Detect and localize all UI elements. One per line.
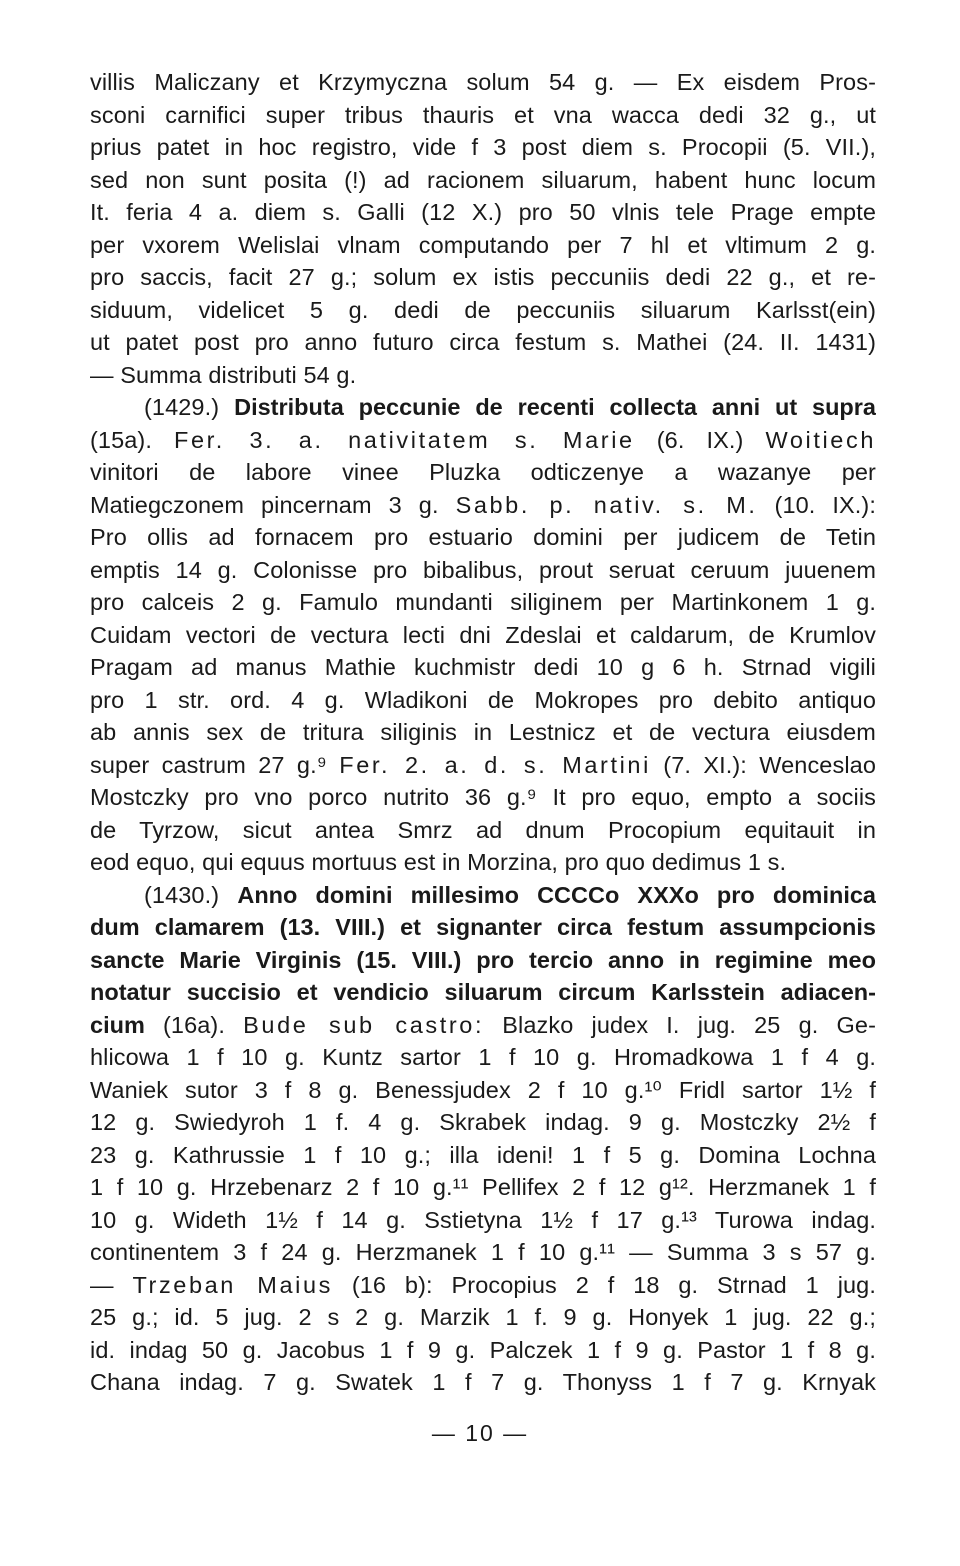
text-line — [90, 749, 876, 782]
text-line: pro calceis 2 g. Famulo mundanti siliginem per Martinkonem 1 g. — [90, 589, 876, 615]
text-line: pro 1 str. ord. 4 g. Wladikoni de Mokropes pro debito antiquo — [90, 686, 876, 713]
text-line: villis Maliczany et Krzymyczna solum 54 g. — Ex eisdem Pros- — [90, 69, 876, 95]
text-line: emptis 14 g. Colonisse pro bibalibus, prout seruat ceruum juuenem — [90, 556, 876, 583]
section-heading-line: sancte Marie Virginis (15. VIII.) pro tercio anno in regimine meo — [90, 946, 876, 973]
text-segment: (10. IX.): — [757, 491, 876, 518]
text-line: Pro ollis ad fornacem pro estuario domini per judicem de Tetin — [90, 524, 876, 550]
section-heading: cium — [90, 1011, 145, 1038]
document-text-body — [90, 66, 876, 1399]
text-line: per vxorem Welislai vlnam computando per 7 hl et vltimum 2 g. — [90, 231, 876, 258]
text-line: sed non sunt posita (!) ad racionem siluarum, habent hunc locum — [90, 166, 876, 193]
text-line — [90, 489, 876, 522]
section-heading-line: dum clamarem (13. VIII.) et signanter circa festum assumpcionis — [90, 914, 876, 940]
text-line: Chana indag. 7 g. Swatek 1 f 7 g. Thonyss 1 f 7 g. Krnyak — [90, 1369, 876, 1395]
text-segment: (16 b): Procopius 2 f 18 g. Strnad 1 jug. — [333, 1271, 876, 1298]
text-line: prius patet in hoc registro, vide f 3 post diem s. Procopii (5. VII.), — [90, 134, 876, 160]
text-line: de Tyrzow, sicut antea Smrz ad dnum Procopium equitauit in — [90, 816, 876, 843]
text-line: 12 g. Swiedyroh 1 f. 4 g. Skrabek indag. 9 g. Mostczky 2½ f — [90, 1109, 876, 1135]
section-heading-line — [90, 879, 876, 912]
text-line: — Summa distributi 54 g. — [90, 361, 357, 388]
text-line — [90, 1009, 876, 1042]
text-line: siduum, videlicet 5 g. dedi de peccuniis siluarum Karlsst(ein) — [90, 296, 876, 323]
text-line: sconi carnifici super tribus thauris et vna wacca dedi 32 g., ut — [90, 101, 876, 128]
date-heading: Fer. 3. a. nativitatem s. Marie — [174, 426, 635, 453]
text-line: 1 f 10 g. Hrzebenarz 2 f 10 g.¹¹ Pellifex 2 f 12 g¹². Herzmanek 1 f — [90, 1174, 876, 1200]
text-line: It. feria 4 a. diem s. Galli (12 X.) pro 50 vlnis tele Prage empte — [90, 199, 876, 225]
text-segment: Blazko judex I. jug. 25 g. Ge- — [484, 1011, 876, 1038]
text-line: Cuidam vectori de vectura lecti dni Zdeslai et caldarum, de Krumlov — [90, 621, 876, 648]
text-line: continentem 3 f 24 g. Herzmanek 1 f 10 g.¹¹ — Summa 3 s 57 g. — [90, 1239, 876, 1265]
place-heading: Bude sub castro: — [243, 1011, 485, 1038]
text-segment: (7. XI.): Wenceslao — [650, 751, 876, 778]
year-marker: (1430.) — [144, 881, 238, 908]
text-line: Mostczky pro vno porco nutrito 36 g.⁹ It pro equo, empto a sociis — [90, 784, 876, 810]
text-line: eod equo, qui equus mortuus est in Morzina, pro quo dedimus 1 s. — [90, 849, 787, 875]
text-line: vinitori de labore vinee Pluzka odticzenye a wazanye per — [90, 459, 876, 485]
year-marker: (1429.) — [144, 394, 235, 420]
section-heading-line: notatur succisio et vendicio siluarum circum Karlsstein adiacen- — [90, 979, 876, 1005]
text-line: ab annis sex de tritura siliginis in Lestnicz et de vectura eiusdem — [90, 719, 876, 745]
text-line: pro saccis, facit 27 g.; solum ex istis peccuniis dedi 22 g., et re- — [90, 264, 876, 290]
text-line: Waniek sutor 3 f 8 g. Benessjudex 2 f 10 g.¹⁰ Fridl sartor 1½ f — [90, 1076, 876, 1103]
text-segment: Matiegczonem pincernam 3 g. — [90, 491, 456, 518]
section-heading-line — [90, 391, 876, 424]
page-number: — 10 — — [431, 1420, 529, 1446]
text-line: 10 g. Wideth 1½ f 14 g. Sstietyna 1½ f 17 g.¹³ Turowa indag. — [90, 1206, 876, 1233]
text-segment: (15a). — [90, 426, 175, 453]
section-heading: Distributa peccunie de recenti collecta anni ut supra — [234, 394, 876, 420]
text-line: 23 g. Kathrussie 1 f 10 g.; illa ideni! 1 f 5 g. Domina Lochna — [90, 1141, 876, 1168]
text-segment: (16a). — [144, 1011, 244, 1038]
text-line: ut patet post pro anno futuro circa festum s. Mathei (24. II. 1431) — [90, 329, 876, 355]
text-line: id. indag 50 g. Jacobus 1 f 9 g. Palczek 1 f 9 g. Pastor 1 f 8 g. — [90, 1336, 876, 1363]
text-line: Pragam ad manus Mathie kuchmistr dedi 10 g 6 h. Strnad vigili — [90, 654, 876, 680]
text-line: hlicowa 1 f 10 g. Kuntz sartor 1 f 10 g. Hromadkowa 1 f 4 g. — [90, 1044, 876, 1070]
text-line: 25 g.; id. 5 jug. 2 s 2 g. Marzik 1 f. 9 g. Honyek 1 jug. 22 g.; — [90, 1304, 876, 1330]
place-heading: Trzeban Maius — [132, 1271, 333, 1298]
name-spaced: Woitiech — [765, 426, 876, 453]
date-heading: Fer. 2. a. d. s. Martini — [339, 751, 651, 778]
text-line — [90, 1269, 876, 1302]
text-segment: super castrum 27 g.⁹ — [90, 751, 340, 778]
text-segment: — — [90, 1271, 133, 1298]
text-segment: (6. IX.) — [634, 426, 766, 453]
section-heading: Anno domini millesimo CCCCo XXXo pro dominica — [237, 881, 876, 908]
date-heading: Sabb. p. nativ. s. M. — [455, 491, 758, 518]
text-line — [90, 424, 876, 457]
